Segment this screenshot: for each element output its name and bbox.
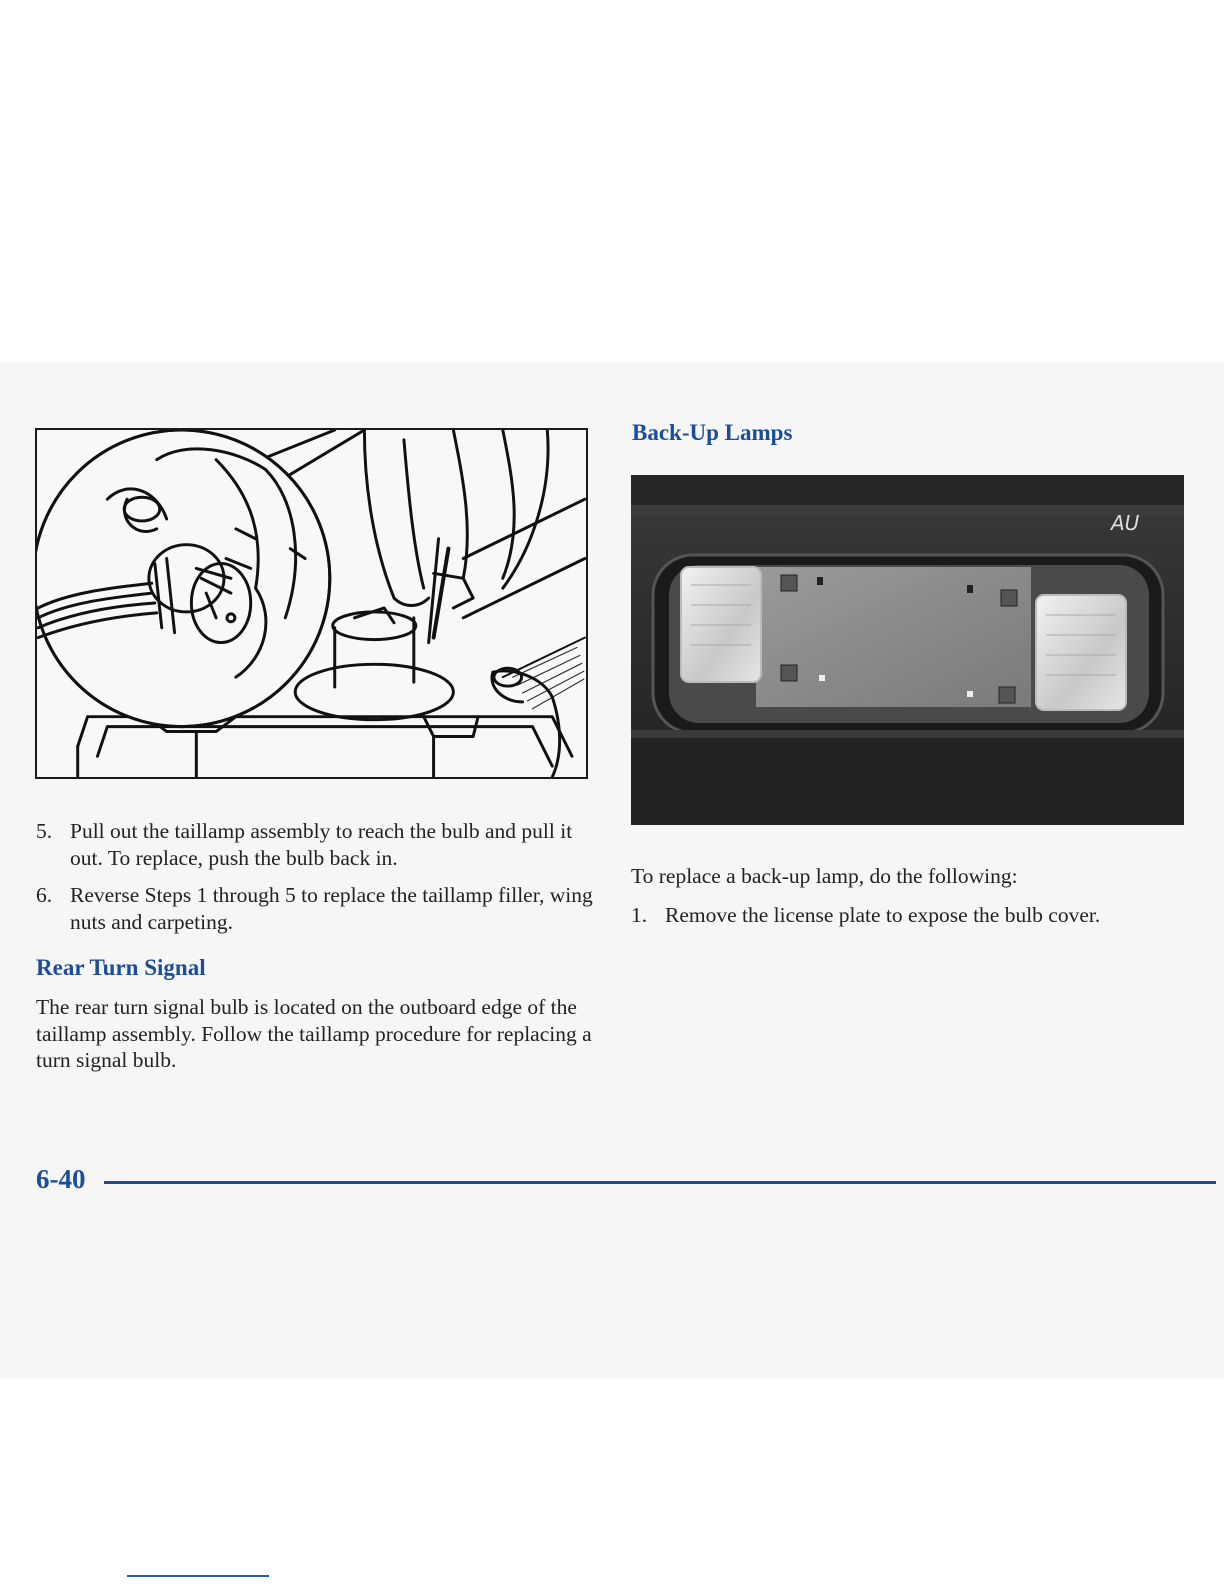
step-5 [36,818,596,872]
footer-rule [104,1181,1216,1184]
backup-lamps-heading: Back-Up Lamps [632,420,793,445]
step-text: Reverse Steps 1 through 5 to replace the taillamp filler, wing nuts and carpeting. [70,883,593,934]
page-number: 6-40 [36,1164,86,1194]
taillamp-bulb-illustration [35,428,588,779]
photo-badge: AU [1111,511,1140,535]
backup-step-1 [631,902,1201,929]
rear-turn-signal-body: The rear turn signal bulb is located on the outboard edge of the taillamp assembly. Follow the taillamp procedure for replacing a turn signal bulb. [36,995,592,1072]
step-text: Pull out the taillamp assembly to reach the bulb and pull it out. To replace, push the bulb back in. [70,819,573,870]
bottom-link-underline [127,1575,269,1577]
backup-lamp-intro: To replace a back-up lamp, do the following: [631,864,1018,888]
step-6 [36,882,596,936]
step-number: 6. [36,883,53,907]
step-number: 1. [631,903,648,927]
step-text: Remove the license plate to expose the bulb cover. [665,903,1101,927]
step-number: 5. [36,819,53,843]
page-footer [36,1164,1184,1200]
backup-lamp-photo [631,475,1184,825]
rear-turn-signal-heading: Rear Turn Signal [36,955,206,980]
